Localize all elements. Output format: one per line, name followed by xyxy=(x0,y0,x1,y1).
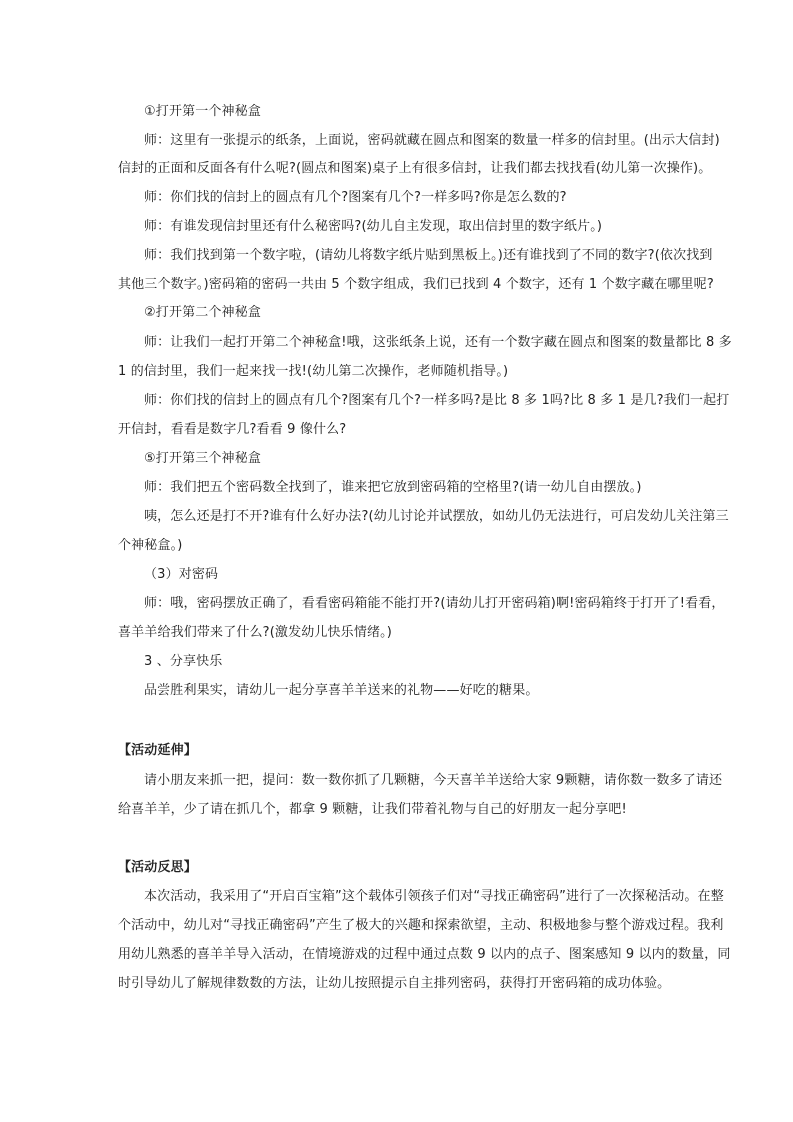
paragraph-line: 师：我们把五个密码数全找到了，谁来把它放到密码箱的空格里?(请一幼儿自由摆放。) xyxy=(144,480,642,495)
paragraph-line: 给喜羊羊，少了请在抓几个，都拿 9 颗糖，让我们带着礼物与自己的好朋友一起分享吧! xyxy=(118,802,627,817)
paragraph-line: 时引导幼儿了解规律数数的方法，让幼儿按照提示自主排列密码，获得打开密码箱的成功体验。 xyxy=(118,976,671,991)
paragraph-line: 师：哦，密码摆放正确了，看看密码箱能不能打开?(请幼儿打开密码箱)啊!密码箱终于打开了!看看， xyxy=(144,596,725,611)
paragraph-line: 个活动中，幼儿对“寻找正确密码”产生了极大的兴趣和探索欲望，主动、积极地参与整个游戏过程。我利 xyxy=(118,918,724,933)
paragraph-line: 开信封，看看是数字几?看看 9 像什么? xyxy=(118,422,347,437)
paragraph-line: 信封的正面和反面各有什么呢?(圆点和图案)桌子上有很多信封，让我们都去找找看(幼儿第一次操作)。 xyxy=(118,161,712,176)
section-title: （3）对密码 xyxy=(144,567,219,582)
paragraph-line: 1 的信封里，我们一起来找一找!(幼儿第二次操作，老师随机指导。) xyxy=(118,364,509,379)
paragraph-line: 师：有谁发现信封里还有什么秘密吗?(幼儿自主发现，取出信封里的数字纸片。) xyxy=(144,219,603,234)
paragraph-line: 师：让我们一起打开第二个神秘盒!哦，这张纸条上说，还有一个数字藏在圆点和图案的数量都比 8 多 xyxy=(144,335,732,350)
paragraph-line: 师：你们找的信封上的圆点有几个?图案有几个?一样多吗?你是怎么数的? xyxy=(144,190,567,205)
paragraph-line: 师：我们找到第一个数字啦，(请幼儿将数字纸片贴到黑板上。)还有谁找到了不同的数字?(依次找到 xyxy=(144,248,713,263)
paragraph-line: 其他三个数字。)密码箱的密码一共由 5 个数字组成，我们已找到 4 个数字，还有 1 个数字藏在哪里呢? xyxy=(118,277,714,292)
step-1-title: ①打开第一个神秘盒 xyxy=(144,104,262,119)
step-3-title: ⑤打开第三个神秘盒 xyxy=(144,451,262,466)
paragraph-line: 用幼儿熟悉的喜羊羊导入活动，在情境游戏的过程中通过点数 9 以内的点子、图案感知 9 以内的数量，同 xyxy=(118,947,731,962)
paragraph-line: 请小朋友来抓一把，提问：数一数你抓了几颗糖，今天喜羊羊送给大家 9颗糖，请你数一数多了请还 xyxy=(144,773,723,788)
paragraph-line: 师：这里有一张提示的纸条，上面说，密码就藏在圆点和图案的数量一样多的信封里。(出示大信封) xyxy=(144,133,720,148)
activity-extension-heading: 【活动延伸】 xyxy=(118,743,197,758)
section-title: 3 、分享快乐 xyxy=(144,654,223,669)
paragraph-line: 喜羊羊给我们带来了什么?(激发幼儿快乐情绪。) xyxy=(118,625,392,640)
paragraph-line: 本次活动，我采用了“开启百宝箱”这个载体引领孩子们对“寻找正确密码”进行了一次探秘活动。在整 xyxy=(144,889,724,904)
paragraph-line: 咦，怎么还是打不开?谁有什么好办法?(幼儿讨论并试摆放，如幼儿仍无法进行，可启发幼儿关注第三 xyxy=(144,509,729,524)
paragraph-line: 师：你们找的信封上的圆点有几个?图案有几个?一样多吗?是比 8 多 1吗?比 8 多 1 是几?我们一起打 xyxy=(144,393,730,408)
activity-reflection-heading: 【活动反思】 xyxy=(118,860,197,875)
paragraph-line: 品尝胜利果实，请幼儿一起分享喜羊羊送来的礼物——好吃的糖果。 xyxy=(144,683,539,698)
step-2-title: ②打开第二个神秘盒 xyxy=(144,305,262,320)
paragraph-line: 个神秘盒。) xyxy=(118,538,183,553)
